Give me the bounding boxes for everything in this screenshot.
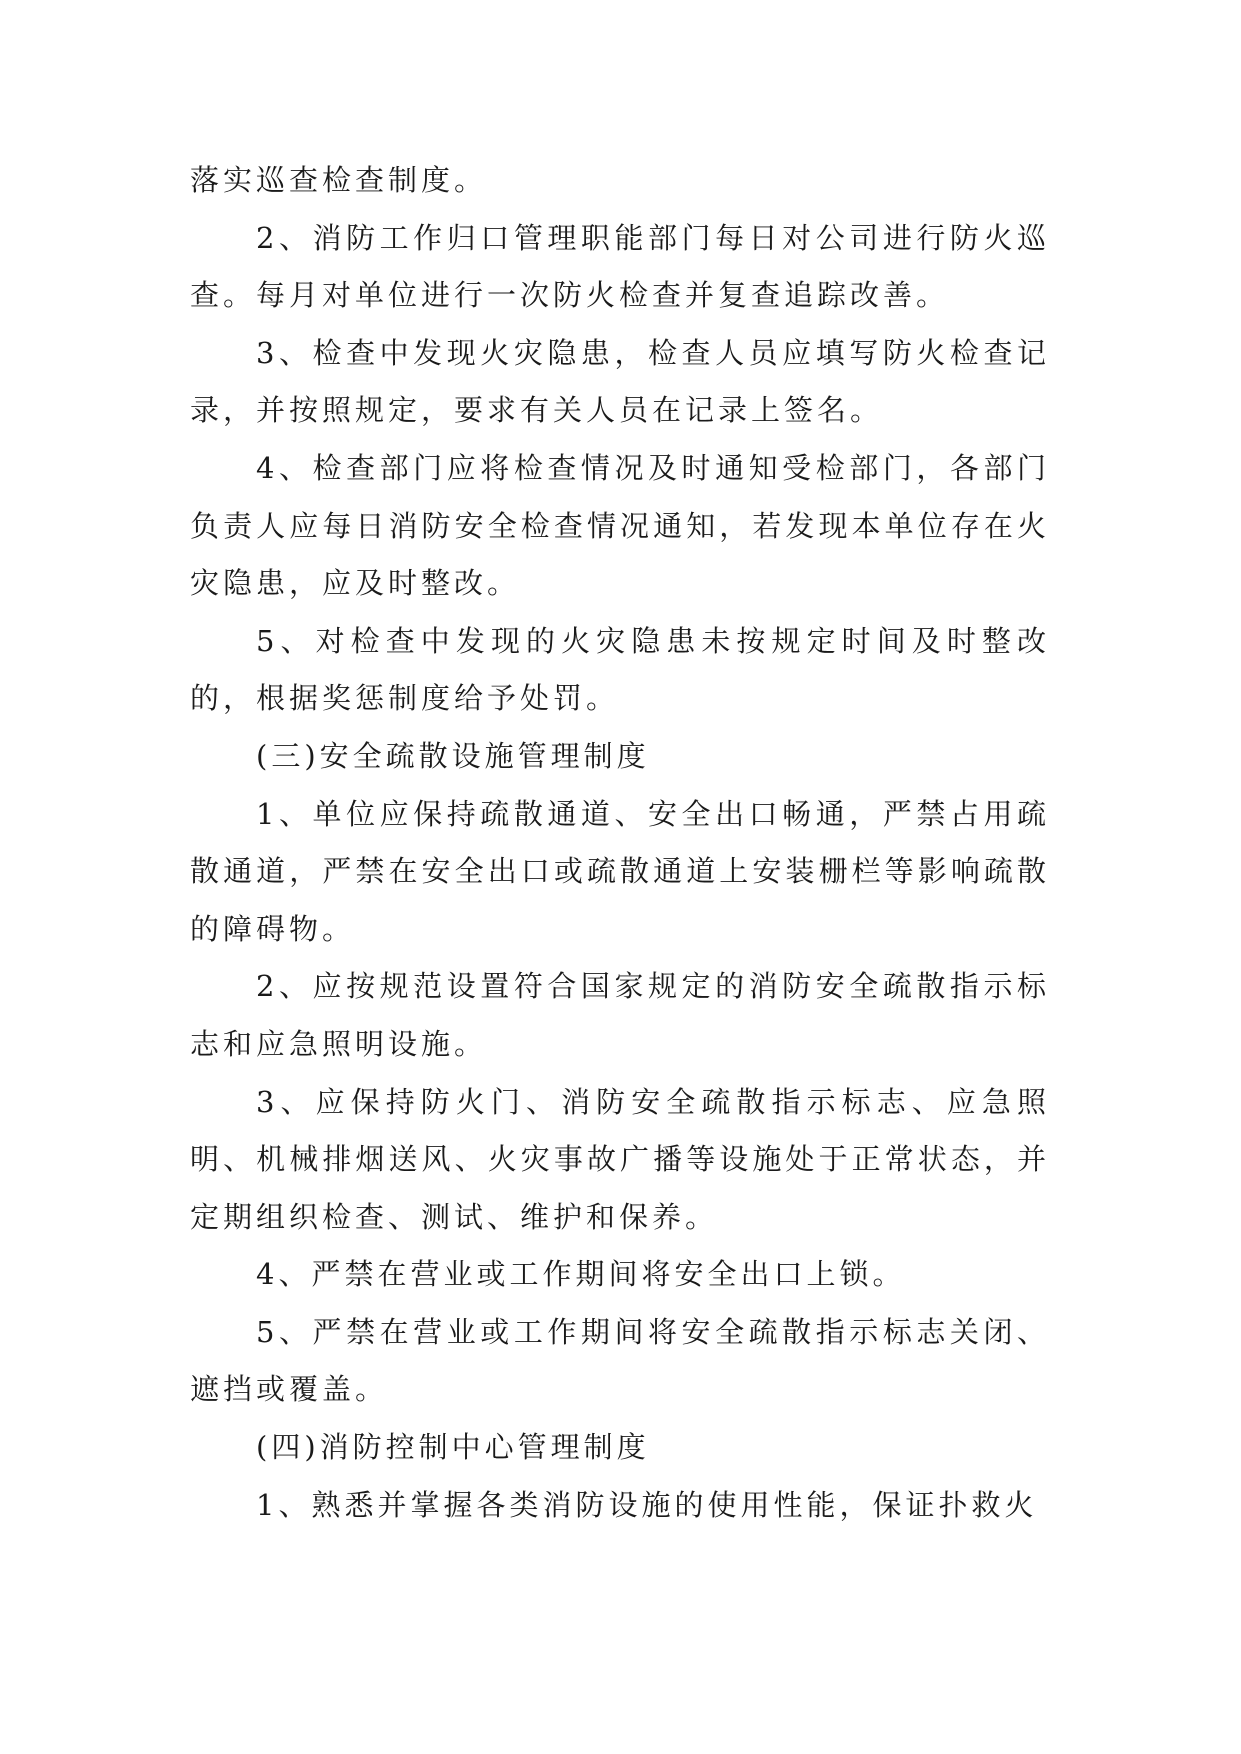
paragraph-item-5-penalty: 5、对检查中发现的火灾隐患未按规定时间及时整改的，根据奖惩制度给予处罚。 <box>190 623 1050 716</box>
section-heading-control-center: (四)消防控制中心管理制度 <box>256 1430 650 1465</box>
paragraph-evac-item-5: 5、严禁在营业或工作期间将安全疏散指示标志关闭、遮挡或覆盖。 <box>190 1314 1050 1407</box>
paragraph-item-2-patrol: 2、消防工作归口管理职能部门每日对公司进行防火巡查。每月对单位进行一次防火检查并复查追踪改善。 <box>190 220 1050 313</box>
paragraph-control-item-1: 1、熟悉并掌握各类消防设施的使用性能，保证扑救火 <box>256 1487 1038 1522</box>
paragraph-item-4-notify: 4、检查部门应将检查情况及时通知受检部门，各部门负责人应每日消防安全检查情况通知，若发现本单位存在火灾隐患，应及时整改。 <box>190 450 1050 601</box>
paragraph-item-3-record: 3、检查中发现火灾隐患，检查人员应填写防火检查记录，并按照规定，要求有关人员在记录上签名。 <box>190 335 1050 428</box>
document-body <box>190 152 1050 1534</box>
paragraph-evac-item-2: 2、应按规范设置符合国家规定的消防安全疏散指示标志和应急照明设施。 <box>190 969 1050 1061</box>
section-heading-evacuation: (三)安全疏散设施管理制度 <box>256 738 650 773</box>
paragraph-evac-item-4: 4、严禁在营业或工作期间将安全出口上锁。 <box>256 1257 906 1292</box>
paragraph-continuation: 落实巡查检查制度。 <box>190 163 488 197</box>
paragraph-evac-item-3: 3、应保持防火门、消防安全疏散指示标志、应急照明、机械排烟送风、火灾事故广播等设施处于正常状态，并定期组织检查、测试、维护和保养。 <box>190 1084 1050 1234</box>
paragraph-evac-item-1: 1、单位应保持疏散通道、安全出口畅通，严禁占用疏散通道，严禁在安全出口或疏散通道上安装栅栏等影响疏散的障碍物。 <box>190 796 1050 946</box>
